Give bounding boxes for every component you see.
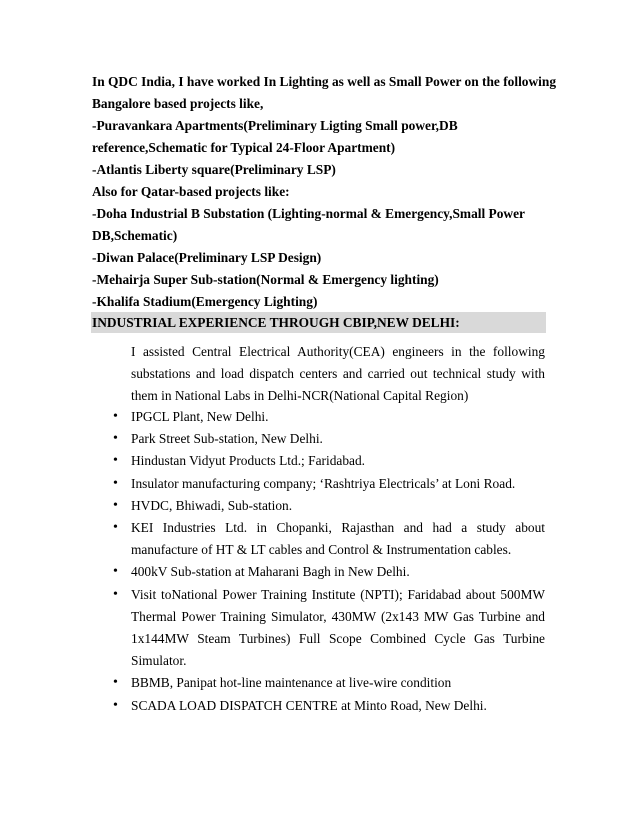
list-item [113,473,545,495]
list-item-text: SCADA LOAD DISPATCH CENTRE at Minto Road, New Delhi. [131,697,487,713]
section-intro [131,341,545,408]
bullet-icon: • [113,409,118,424]
list-item-text: Insulator manufacturing company; ‘Rashtriya Electricals’ at Loni Road. [131,475,516,491]
experience-list [113,406,545,717]
list-item [113,672,545,694]
list-item [113,428,545,450]
summary-line: In QDC India, I have worked In Lighting as well as Small Power on the following [92,74,557,89]
list-item-text: BBMB, Panipat hot-line maintenance at live-wire condition [131,675,452,691]
list-item-text: HVDC, Bhiwadi, Sub-station. [131,497,293,513]
bullet-icon: • [113,697,118,713]
summary-line: Also for Qatar-based projects like: [92,184,290,199]
bullet-icon: • [113,431,118,447]
bullet-icon: • [113,520,118,536]
summary-line: -Khalifa Stadium(Emergency Lighting) [92,294,318,309]
summary-line: -Puravankara Apartments(Preliminary Ligting Small power,DB [92,118,458,133]
bullet-icon: • [113,586,118,602]
bullet-icon: • [113,475,118,491]
list-item [113,695,545,717]
list-item [113,561,545,583]
summary-line: reference,Schematic for Typical 24-Floor Apartment) [92,140,396,155]
bullet-icon: • [113,497,118,513]
list-item-text: KEI Industries Ltd. in Chopanki, Rajasthan and had a study about manufacture of HT & LT cables and Control & Instrumentation cables. [131,520,545,558]
list-item [113,406,545,428]
summary-line: Bangalore based projects like, [92,96,264,111]
list-item [113,450,545,472]
list-item-text: Hindustan Vidyut Products Ltd.; Faridabad. [131,453,366,469]
bullet-icon: • [113,564,118,580]
project-summary [92,71,557,313]
list-item-text: Visit toNational Power Training Institute (NPTI); Faridabad about 500MW Thermal Power Training Simulator, 430MW (2x143 MW Gas Turbine and 1x144MW Steam Turbines) Full Scope Combined Cycle Gas Turbine Simulator. [131,586,545,669]
list-item [113,495,545,517]
summary-line: -Diwan Palace(Preliminary LSP Design) [92,250,322,265]
summary-line: DB,Schematic) [92,228,178,243]
list-item-text: 400kV Sub-station at Maharani Bagh in New Delhi. [131,564,410,580]
list-item [113,517,545,561]
list-item [113,584,545,673]
bullet-icon: • [113,453,118,469]
list-item-text: Park Street Sub-station, New Delhi. [131,431,323,447]
section-heading: INDUSTRIAL EXPERIENCE THROUGH CBIP,NEW DELHI: [91,312,546,333]
list-item-text: IPGCL Plant, New Delhi. [131,409,269,424]
summary-line: -Doha Industrial B Substation (Lighting-normal & Emergency,Small Power [92,206,525,221]
summary-line: -Atlantis Liberty square(Preliminary LSP) [92,162,336,177]
bullet-icon: • [113,675,118,691]
section-paragraph: I assisted Central Electrical Authority(CEA) engineers in the following substations and load dispatch centers and carried out technical study with them in National Labs in Delhi-NCR(National Capital Region) [131,344,545,404]
summary-line: -Mehairja Super Sub-station(Normal & Emergency lighting) [92,272,439,287]
